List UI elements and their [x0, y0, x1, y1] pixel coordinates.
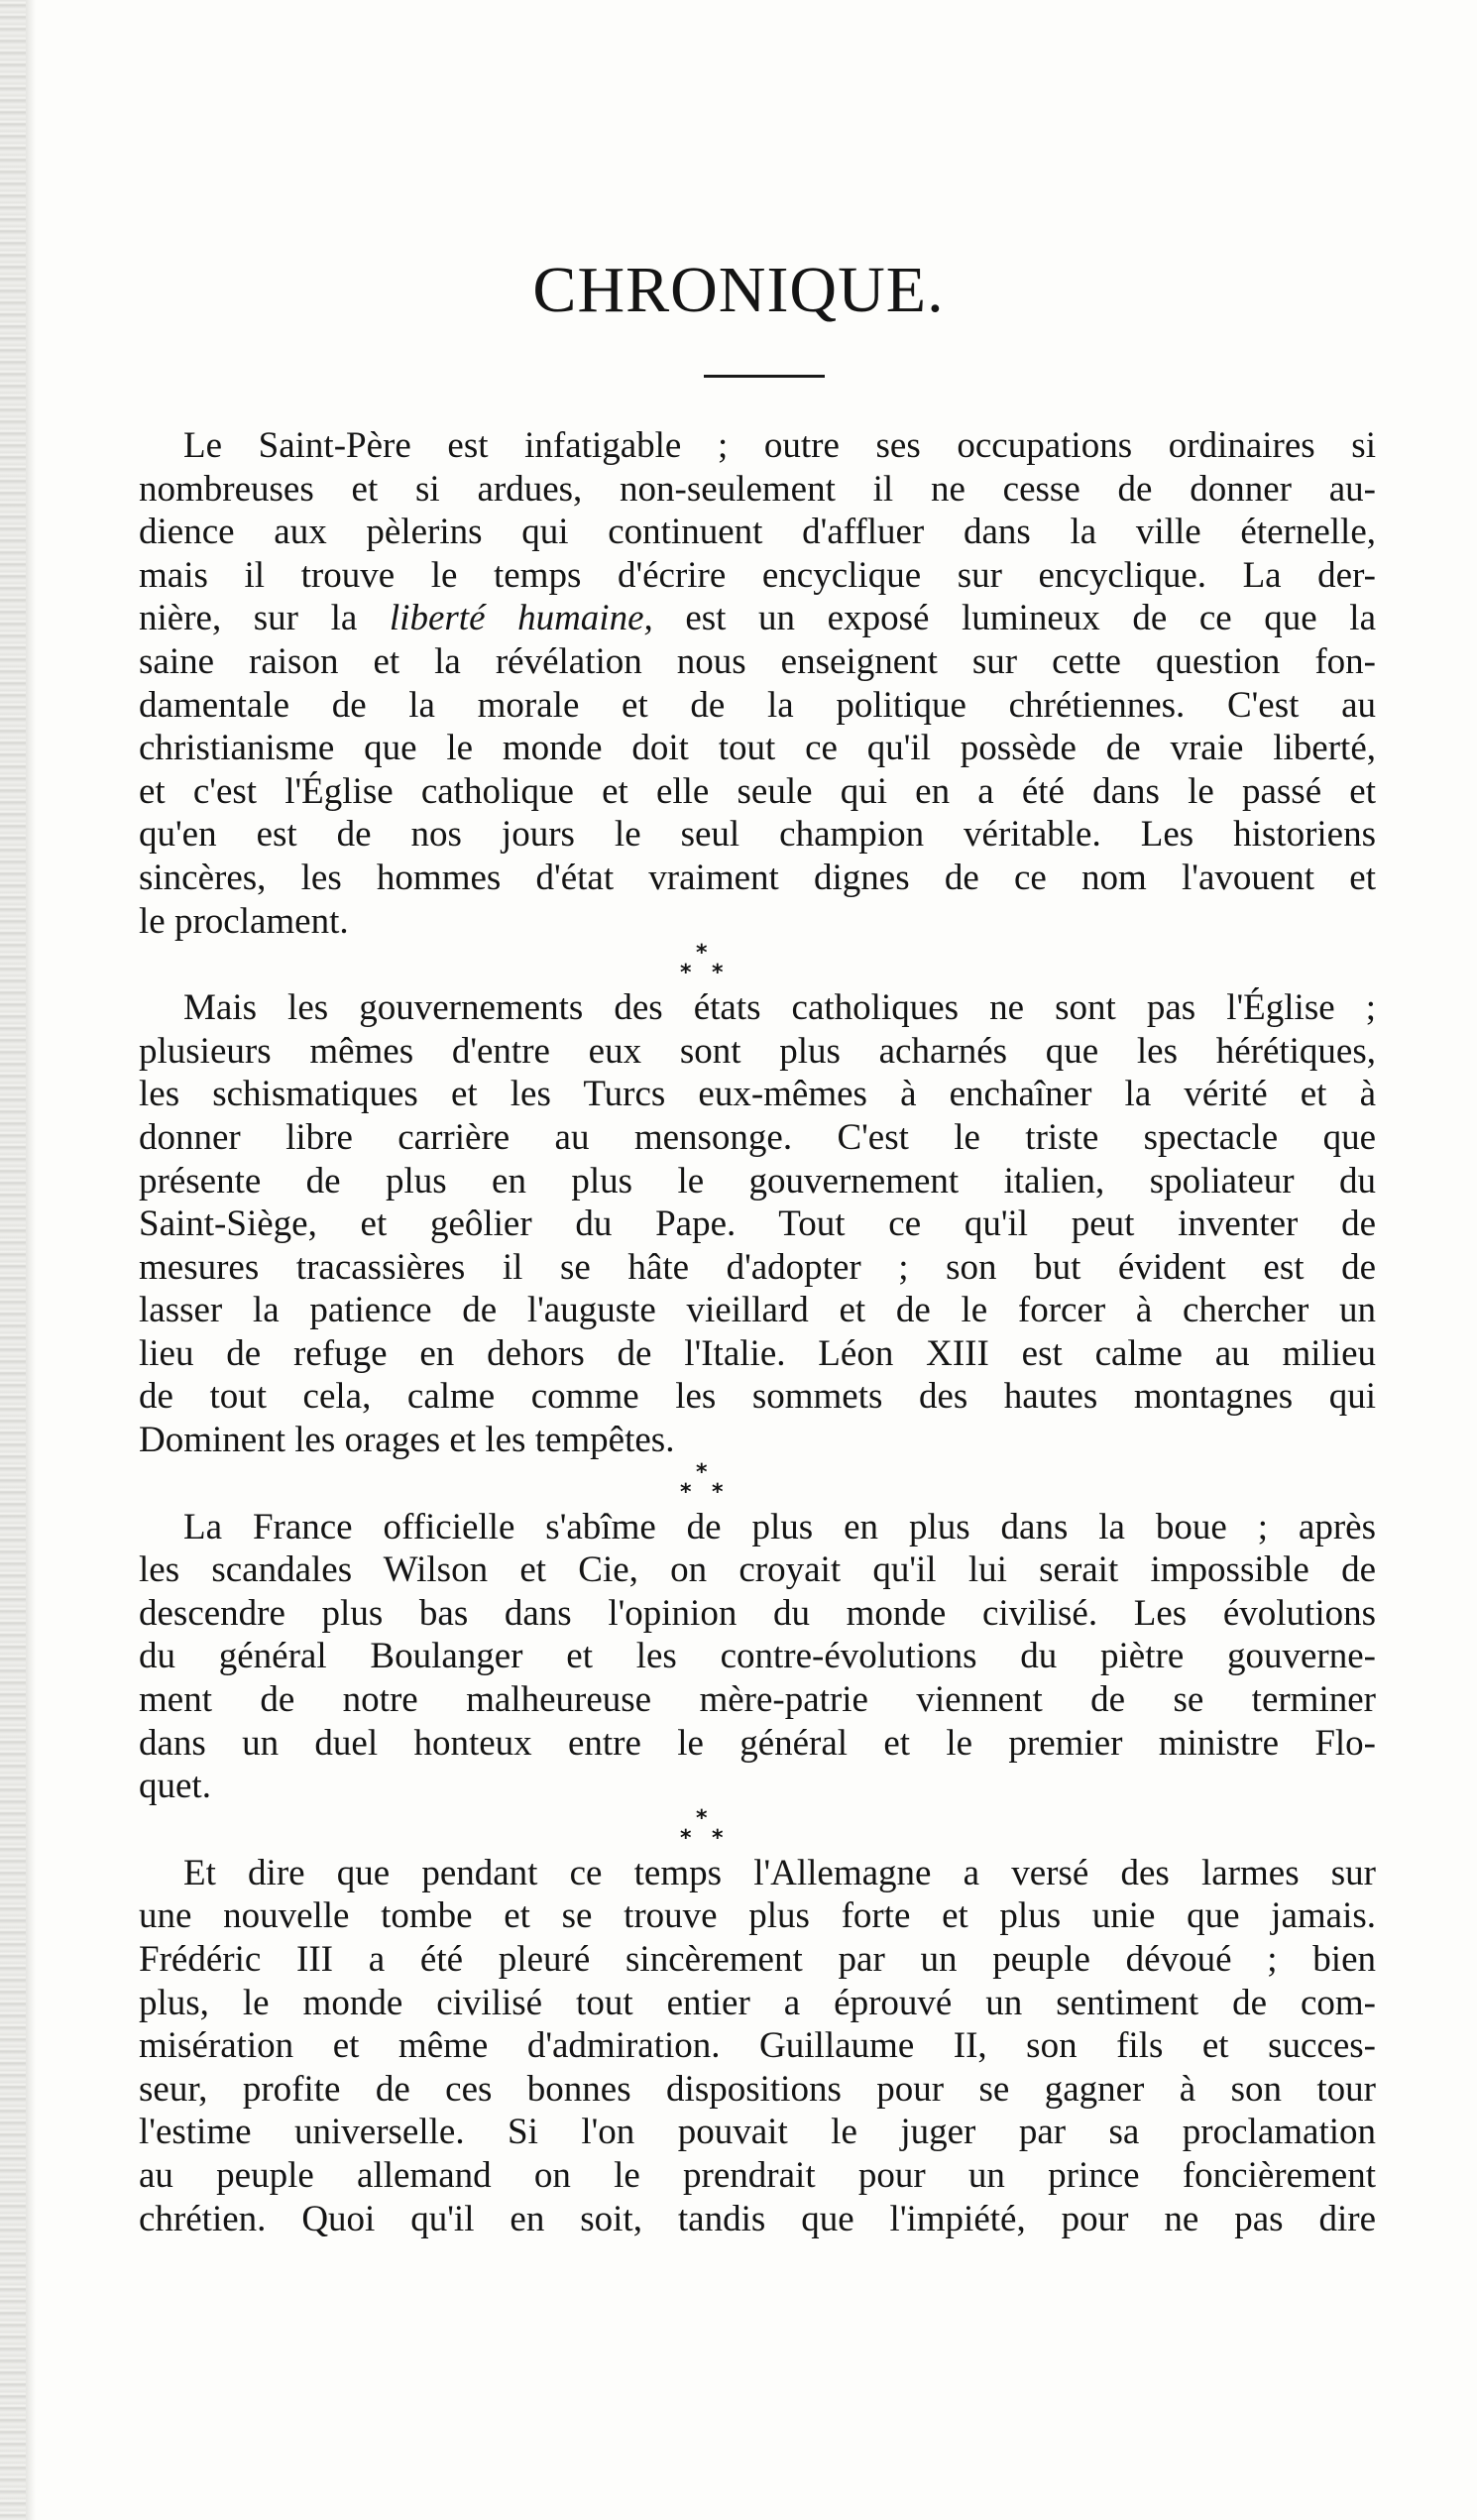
text-line: saine raison et la révélation nous enseignent sur cette question fon- [139, 640, 1376, 682]
text-line: lasser la patience de l'auguste vieillard et de le forcer à chercher un [139, 1290, 1376, 1331]
text-line: présente de plus en plus le gouvernement italien, spoliateur du [139, 1160, 1376, 1202]
article-body [139, 424, 1376, 2240]
text-line: les scandales Wilson et Cie, on croyait qu'il lui serait impossible de [139, 1549, 1376, 1591]
text-line: donner libre carrière au mensonge. C'est le triste spectacle que [139, 1116, 1376, 1158]
text-line: sincères, les hommes d'état vraiment dignes de ce nom l'avouent et [139, 857, 1376, 898]
text-line: au peuple allemand on le prendrait pour un prince foncièrement [139, 2154, 1376, 2196]
asterism-star: * [712, 961, 724, 986]
asterism-star: * [680, 961, 692, 986]
text-line: qu'en est de nos jours le seul champion véritable. Les historiens [139, 814, 1376, 856]
asterism-star: * [696, 941, 708, 967]
paragraph-4 [139, 1852, 1376, 2240]
text-line: descendre plus bas dans l'opinion du monde civilisé. Les évolutions [139, 1592, 1376, 1634]
paragraph-3 [139, 1506, 1376, 1808]
asterism-star: * [696, 1805, 708, 1831]
italic-phrase: liberté humaine, [389, 598, 653, 639]
asterism-separator [139, 943, 1376, 986]
text-line: et c'est l'Église catholique et elle seule qui en a été dans le passé et [139, 770, 1376, 812]
text-line: mesures tracassières il se hâte d'adopter ; son but évident est de [139, 1246, 1376, 1288]
text-line: quet. [139, 1766, 211, 1807]
asterism-star: * [680, 1825, 692, 1851]
text-line: une nouvelle tombe et se trouve plus forte et plus unie que jamais. [139, 1895, 1376, 1937]
asterism-star: * [712, 1479, 724, 1505]
text-fragment: nière, sur la [139, 598, 390, 639]
text-line: dans un duel honteux entre le général et le premier ministre Flo- [139, 1722, 1376, 1764]
text-line: plusieurs mêmes d'entre eux sont plus acharnés que les hérétiques, [139, 1030, 1376, 1072]
paragraph-2 [139, 986, 1376, 1462]
text-line: chrétien. Quoi qu'il en soit, tandis que l'impiété, pour ne pas dire [139, 2198, 1376, 2239]
text-line: le proclament. [139, 900, 349, 942]
text-line: de tout cela, calme comme les sommets des hautes montagnes qui [139, 1376, 1376, 1418]
asterism-separator [139, 1805, 1376, 1852]
text-line: Mais les gouvernements des états catholiques ne sont pas l'Église ; [183, 987, 1376, 1029]
text-line: du général Boulanger et les contre-évolutions du piètre gouverne- [139, 1636, 1376, 1677]
asterism-star: * [712, 1825, 724, 1851]
asterism-star: * [680, 1479, 692, 1505]
asterism-star: * [696, 1459, 708, 1485]
text-line: damentale de la morale et de la politique chrétiennes. C'est au [139, 684, 1376, 726]
text-line: dience aux pèlerins qui continuent d'affluer dans la ville éternelle, [139, 512, 1376, 553]
text-line: Et dire que pendant ce temps l'Allemagne a versé des larmes sur [183, 1852, 1376, 1893]
text-line: plus, le monde civilisé tout entier a éprouvé un sentiment de com- [139, 1982, 1376, 2023]
scan-edge-shadow [26, 0, 36, 2520]
asterism-separator [139, 1459, 1376, 1506]
text-line: mais il trouve le temps d'écrire encyclique sur encyclique. La der- [139, 554, 1376, 596]
text-line: misération et même d'admiration. Guillaume II, son fils et succes- [139, 2025, 1376, 2067]
text-line: nombreuses et si ardues, non-seulement il ne cesse de donner au- [139, 468, 1376, 510]
text-line: La France officielle s'abîme de plus en plus dans la boue ; après [183, 1506, 1376, 1547]
page-title: CHRONIQUE. [532, 254, 945, 326]
text-line: seur, profite de ces bonnes dispositions pour se gagner à son tour [139, 2068, 1376, 2110]
paragraph-1 [139, 424, 1376, 943]
text-line: lieu de refuge en dehors de l'Italie. Léon XIII est calme au milieu [139, 1332, 1376, 1374]
text-fragment: est un exposé lumineux de ce que la [652, 598, 1377, 639]
text-line: l'estime universelle. Si l'on pouvait le juger par sa proclamation [139, 2112, 1376, 2153]
text-line: ment de notre malheureuse mère-patrie viennent de se terminer [139, 1679, 1376, 1721]
text-line: Le Saint-Père est infatigable ; outre ses occupations ordinaires si [183, 425, 1376, 466]
text-line: Frédéric III a été pleuré sincèrement par un peuple dévoué ; bien [139, 1939, 1376, 1980]
text-line: christianisme que le monde doit tout ce qu'il possède de vraie liberté, [139, 728, 1376, 769]
scan-binding-edge [0, 0, 26, 2520]
text-line: Dominent les orages et les tempêtes. [139, 1420, 675, 1461]
text-line: les schismatiques et les Turcs eux-mêmes à enchaîner la vérité et à [139, 1074, 1376, 1115]
title-rule [704, 375, 825, 378]
text-line: Saint-Siège, et geôlier du Pape. Tout ce qu'il peut inventer de [139, 1203, 1376, 1245]
text-line-with-italic [139, 597, 1376, 640]
